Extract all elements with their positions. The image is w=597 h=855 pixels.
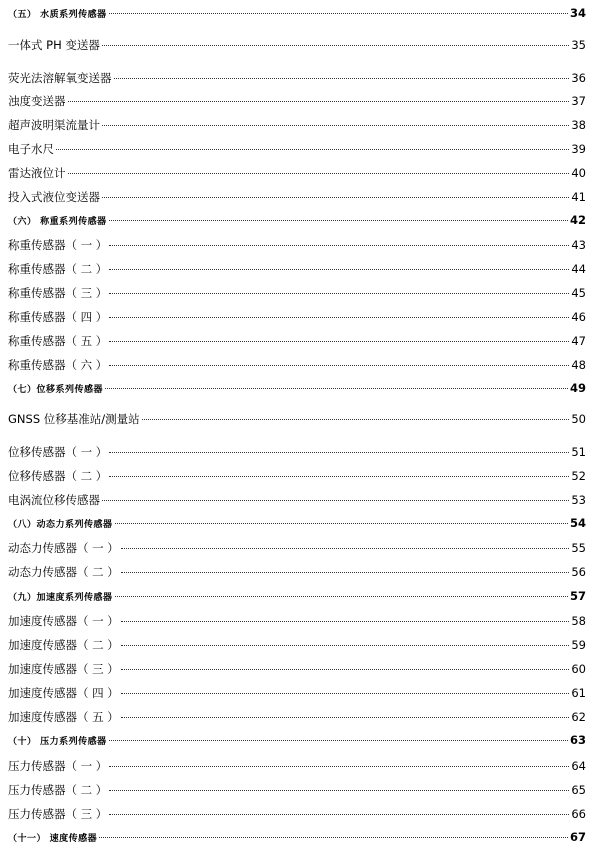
- dot-leader: [109, 13, 568, 14]
- dot-leader: [109, 220, 568, 221]
- dot-leader: [109, 790, 569, 791]
- dot-leader: [121, 572, 570, 573]
- toc-entry[interactable]: [8, 333, 586, 349]
- toc-entry[interactable]: [8, 782, 586, 798]
- toc-entry[interactable]: [8, 444, 586, 460]
- dot-leader: [114, 78, 570, 79]
- dot-leader: [68, 101, 570, 102]
- toc-entry[interactable]: [8, 685, 586, 701]
- toc-page-number: 46: [571, 310, 586, 324]
- toc-title: 一体式 PH 变送器: [8, 38, 100, 52]
- toc-title: 超声波明渠流量计: [8, 118, 100, 132]
- toc-title: 称重传感器（ 六 ）: [8, 358, 108, 372]
- toc-title: 压力传感器（ 一 ）: [8, 759, 108, 773]
- toc-page-number: 59: [571, 638, 586, 652]
- toc-entry[interactable]: [8, 70, 586, 86]
- dot-leader: [102, 197, 569, 198]
- toc-title: （十） 压力系列传感器: [8, 737, 107, 747]
- toc-title: 浊度变送器: [8, 94, 66, 108]
- toc-entry[interactable]: [8, 357, 586, 373]
- toc-page-number: 53: [571, 493, 586, 507]
- toc-title: 电涡流位移传感器: [8, 493, 100, 507]
- toc-title: 称重传感器（ 一 ）: [8, 238, 108, 252]
- dot-leader: [121, 717, 570, 718]
- toc-title: 加速度传感器（ 一 ）: [8, 614, 119, 628]
- toc-title: 位移传感器（ 二 ）: [8, 469, 108, 483]
- toc-entry[interactable]: [8, 165, 586, 181]
- toc-title: 压力传感器（ 三 ）: [8, 807, 108, 821]
- dot-leader: [109, 740, 568, 741]
- toc-entry[interactable]: [8, 93, 586, 109]
- toc-section-heading[interactable]: [8, 381, 586, 395]
- dot-leader: [109, 269, 569, 270]
- toc-page-number: 48: [571, 358, 586, 372]
- toc-section-heading[interactable]: [8, 6, 586, 20]
- toc-page-number: 63: [569, 733, 586, 747]
- toc-entry[interactable]: [8, 758, 586, 774]
- toc-entry[interactable]: [8, 117, 586, 133]
- toc-page-number: 56: [571, 565, 586, 579]
- toc-page-number: 62: [571, 710, 586, 724]
- toc-title: （七）位移系列传感器: [8, 385, 104, 395]
- toc-entry[interactable]: [8, 661, 586, 677]
- toc-entry[interactable]: [8, 237, 586, 253]
- dot-leader: [109, 365, 569, 366]
- toc-entry[interactable]: [8, 411, 586, 427]
- toc-page-number: 57: [569, 589, 586, 603]
- toc-page-number: 43: [571, 238, 586, 252]
- toc-entry[interactable]: [8, 285, 586, 301]
- toc-entry[interactable]: [8, 613, 586, 629]
- toc-page-number: 38: [571, 118, 586, 132]
- toc-entry[interactable]: [8, 637, 586, 653]
- toc-title: 称重传感器（ 四 ）: [8, 310, 108, 324]
- toc-page-number: 47: [571, 334, 586, 348]
- toc-page-number: 52: [571, 469, 586, 483]
- toc-page-number: 40: [571, 166, 586, 180]
- toc-page-number: 51: [571, 445, 586, 459]
- toc-entry[interactable]: [8, 709, 586, 725]
- toc-page-number: 37: [571, 94, 586, 108]
- toc-entry[interactable]: [8, 468, 586, 484]
- dot-leader: [105, 388, 568, 389]
- toc-title: 称重传感器（ 二 ）: [8, 262, 108, 276]
- dot-leader: [109, 317, 569, 318]
- dot-leader: [115, 523, 568, 524]
- toc-entry[interactable]: [8, 806, 586, 822]
- toc-page-number: 50: [571, 412, 586, 426]
- toc-entry[interactable]: [8, 492, 586, 508]
- toc-page-number: 39: [571, 142, 586, 156]
- toc-entry[interactable]: [8, 261, 586, 277]
- toc-section-heading[interactable]: [8, 589, 586, 603]
- toc-page-number: 34: [569, 6, 586, 20]
- toc-section-heading[interactable]: [8, 213, 586, 227]
- toc-title: 动态力传感器（ 一 ）: [8, 541, 119, 555]
- dot-leader: [109, 245, 569, 246]
- toc-entry[interactable]: [8, 540, 586, 556]
- toc-title: （六） 称重系列传感器: [8, 217, 107, 227]
- toc-title: 加速度传感器（ 四 ）: [8, 686, 119, 700]
- dot-leader: [109, 476, 569, 477]
- toc-title: 称重传感器（ 五 ）: [8, 334, 108, 348]
- toc-title: 荧光法溶解氧变送器: [8, 71, 112, 85]
- toc-entry[interactable]: [8, 37, 586, 53]
- toc-page-number: 36: [571, 71, 586, 85]
- dot-leader: [102, 45, 569, 46]
- toc-entry[interactable]: [8, 189, 586, 205]
- dot-leader: [121, 645, 570, 646]
- toc-page-number: 64: [571, 759, 586, 773]
- toc-title: （十一） 速度传感器: [8, 834, 98, 844]
- toc-title: 加速度传感器（ 三 ）: [8, 662, 119, 676]
- toc-page-number: 55: [571, 541, 586, 555]
- dot-leader: [142, 419, 570, 420]
- dot-leader: [102, 500, 569, 501]
- toc-page-number: 58: [571, 614, 586, 628]
- dot-leader: [102, 125, 569, 126]
- dot-leader: [99, 837, 568, 838]
- toc-title: （五） 水质系列传感器: [8, 10, 107, 20]
- dot-leader: [68, 173, 570, 174]
- toc-entry[interactable]: [8, 309, 586, 325]
- toc-title: 位移传感器（ 一 ）: [8, 445, 108, 459]
- toc-section-heading[interactable]: [8, 733, 586, 747]
- toc-page-number: 61: [571, 686, 586, 700]
- toc-page-number: 41: [571, 190, 586, 204]
- toc-title: 雷达液位计: [8, 166, 66, 180]
- dot-leader: [121, 693, 570, 694]
- dot-leader: [109, 452, 569, 453]
- dot-leader: [109, 814, 569, 815]
- toc-page-number: 49: [569, 381, 586, 395]
- toc-title: 电子水尺: [8, 142, 54, 156]
- toc-page-number: 44: [571, 262, 586, 276]
- toc-page-number: 45: [571, 286, 586, 300]
- toc-entry[interactable]: [8, 564, 586, 580]
- toc-title: （九）加速度系列传感器: [8, 593, 113, 603]
- dot-leader: [109, 341, 569, 342]
- toc-page-number: 35: [571, 38, 586, 52]
- dot-leader: [121, 669, 570, 670]
- dot-leader: [109, 293, 569, 294]
- toc-title: 加速度传感器（ 二 ）: [8, 638, 119, 652]
- dot-leader: [109, 766, 569, 767]
- dot-leader: [56, 149, 569, 150]
- toc-title: GNSS 位移基准站/测量站: [8, 412, 140, 426]
- toc-section-heading[interactable]: [8, 830, 586, 844]
- toc-page-number: 67: [569, 830, 586, 844]
- toc-section-heading[interactable]: [8, 516, 586, 530]
- toc-title: 压力传感器（ 二 ）: [8, 783, 108, 797]
- dot-leader: [121, 548, 570, 549]
- toc-title: 动态力传感器（ 二 ）: [8, 565, 119, 579]
- toc-page-number: 42: [569, 213, 586, 227]
- toc-title: 称重传感器（ 三 ）: [8, 286, 108, 300]
- toc-title: 投入式液位变送器: [8, 190, 100, 204]
- toc-title: 加速度传感器（ 五 ）: [8, 710, 119, 724]
- dot-leader: [115, 596, 568, 597]
- toc-page-number: 60: [571, 662, 586, 676]
- toc-page-number: 65: [571, 783, 586, 797]
- toc-page-number: 66: [571, 807, 586, 821]
- toc-entry[interactable]: [8, 141, 586, 157]
- toc-page-number: 54: [569, 516, 586, 530]
- toc-title: （八）动态力系列传感器: [8, 520, 113, 530]
- dot-leader: [121, 621, 570, 622]
